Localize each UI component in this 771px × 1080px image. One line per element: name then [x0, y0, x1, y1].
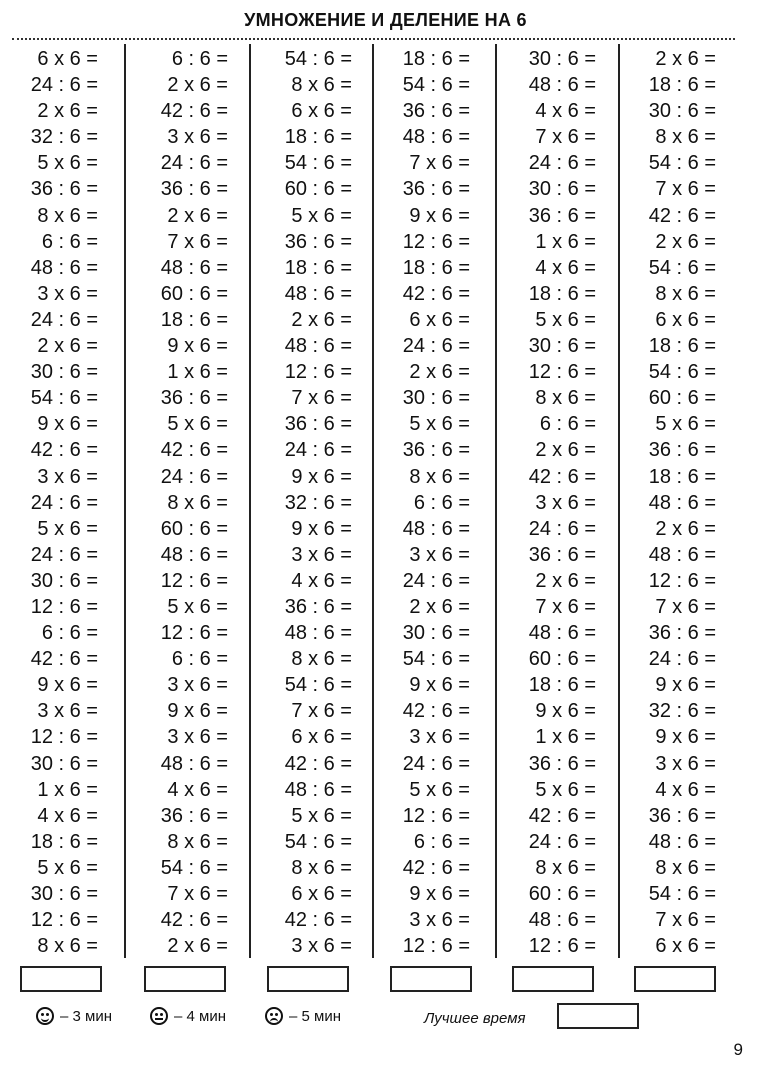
exercise-item: 6 x 6 = — [291, 100, 352, 123]
exercise-item: 60 : 6 = — [528, 883, 596, 905]
exercise-item: 48 : 6 = — [160, 543, 228, 566]
exercise-item: 3 x 6 = — [409, 543, 470, 566]
exercise-item: 5 x 6 = — [167, 413, 228, 436]
exercise-item: 12 : 6 = — [528, 361, 596, 384]
exercise-item: 24 : 6 = — [30, 308, 98, 331]
exercise-item: 54 : 6 = — [284, 152, 352, 175]
exercise-item: 60 : 6 = — [160, 517, 228, 540]
exercise-item: 5 x 6 = — [37, 856, 98, 879]
exercise-item: 2 x 6 = — [655, 230, 716, 253]
exercise-item: 54 : 6 = — [30, 387, 98, 410]
exercise-item: 60 : 6 = — [160, 282, 228, 305]
exercise-item: 18 : 6 = — [528, 282, 596, 305]
exercise-item: 30 : 6 = — [30, 752, 98, 775]
exercise-item: 4 x 6 = — [167, 778, 228, 801]
exercise-item: 3 x 6 = — [291, 935, 352, 958]
exercise-item: 48 : 6 = — [528, 74, 596, 97]
exercise-item: 5 x 6 = — [291, 204, 352, 227]
exercise-item: 12 : 6 = — [30, 595, 98, 618]
exercise-item: 1 x 6 = — [535, 726, 596, 749]
exercise-item: 24 : 6 = — [160, 465, 228, 488]
exercise-item: 4 x 6 = — [291, 569, 352, 592]
exercise-item: 18 : 6 = — [160, 308, 228, 331]
exercise-item: 48 : 6 = — [402, 517, 470, 540]
exercise-item: 18 : 6 = — [402, 48, 470, 70]
exercise-item: 36 : 6 = — [528, 752, 596, 775]
exercise-item: 30 : 6 = — [402, 622, 470, 645]
exercise-item: 6 : 6 = — [41, 622, 98, 645]
exercise-item: 3 x 6 = — [37, 465, 98, 488]
exercise-item: 4 x 6 = — [535, 256, 596, 279]
exercise-item: 6 : 6 = — [413, 830, 470, 853]
exercise-item: 5 x 6 = — [37, 517, 98, 540]
exercise-item: 9 x 6 = — [291, 517, 352, 540]
exercise-item: 2 x 6 = — [535, 439, 596, 462]
exercise-item: 36 : 6 = — [528, 204, 596, 227]
exercise-item: 30 : 6 = — [30, 883, 98, 905]
exercise-item: 24 : 6 = — [648, 648, 716, 671]
exercise-item: 36 : 6 = — [284, 413, 352, 436]
exercise-item: 36 : 6 = — [160, 804, 228, 827]
column-separator — [372, 44, 374, 958]
exercise-item: 36 : 6 = — [30, 178, 98, 201]
exercise-item: 8 x 6 = — [167, 830, 228, 853]
exercise-item: 8 x 6 = — [291, 648, 352, 671]
exercise-item: 6 : 6 = — [171, 48, 228, 70]
page-title: УМНОЖЕНИЕ И ДЕЛЕНИЕ НА 6 — [244, 10, 527, 30]
column-separator — [249, 44, 251, 958]
exercise-item: 42 : 6 = — [648, 204, 716, 227]
exercise-item: 12 : 6 = — [528, 935, 596, 958]
exercise-item: 2 x 6 = — [167, 74, 228, 97]
exercise-item: 6 : 6 = — [539, 413, 596, 436]
exercise-item: 3 x 6 = — [167, 726, 228, 749]
exercise-item: 2 x 6 = — [37, 335, 98, 358]
exercise-item: 24 : 6 = — [30, 74, 98, 97]
exercise-item: 36 : 6 = — [284, 230, 352, 253]
exercise-item: 30 : 6 = — [402, 387, 470, 410]
smiley-neutral-icon — [150, 1007, 168, 1025]
exercise-item: 6 : 6 = — [413, 491, 470, 514]
exercise-item: 8 x 6 = — [655, 282, 716, 305]
exercise-item: 18 : 6 = — [648, 335, 716, 358]
exercise-item: 60 : 6 = — [284, 178, 352, 201]
exercise-item: 3 x 6 = — [37, 282, 98, 305]
exercise-item: 4 x 6 = — [655, 778, 716, 801]
exercise-column-1 — [10, 46, 98, 959]
dotted-divider — [12, 38, 735, 40]
exercise-item: 9 x 6 = — [409, 674, 470, 697]
exercise-item: 6 x 6 = — [291, 883, 352, 905]
exercise-item: 36 : 6 = — [528, 543, 596, 566]
exercise-item: 6 x 6 = — [291, 726, 352, 749]
legend-neutral — [150, 1007, 226, 1025]
exercise-item: 18 : 6 = — [648, 465, 716, 488]
exercise-item: 6 : 6 = — [171, 648, 228, 671]
exercise-item: 12 : 6 = — [160, 569, 228, 592]
exercise-item: 24 : 6 = — [402, 335, 470, 358]
exercise-item: 24 : 6 = — [30, 491, 98, 514]
exercise-item: 48 : 6 = — [648, 543, 716, 566]
exercise-item: 7 x 6 = — [535, 126, 596, 149]
exercise-item: 6 : 6 = — [41, 230, 98, 253]
exercise-item: 8 x 6 = — [37, 935, 98, 958]
exercise-item: 12 : 6 = — [402, 804, 470, 827]
exercise-item: 5 x 6 = — [37, 152, 98, 175]
exercise-item: 54 : 6 = — [402, 648, 470, 671]
exercise-item: 42 : 6 = — [402, 700, 470, 723]
exercise-item: 54 : 6 = — [284, 48, 352, 70]
exercise-item: 42 : 6 = — [528, 465, 596, 488]
exercise-item: 48 : 6 = — [528, 909, 596, 932]
exercise-item: 32 : 6 = — [648, 700, 716, 723]
exercise-item: 9 x 6 = — [37, 413, 98, 436]
exercise-item: 9 x 6 = — [535, 700, 596, 723]
time-box-1[interactable] — [20, 966, 102, 992]
exercise-item: 36 : 6 = — [648, 622, 716, 645]
exercise-item: 30 : 6 = — [648, 100, 716, 123]
exercise-item: 42 : 6 = — [30, 648, 98, 671]
exercise-item: 48 : 6 = — [284, 282, 352, 305]
exercise-item: 9 x 6 = — [167, 700, 228, 723]
column-separator — [124, 44, 126, 958]
exercise-item: 24 : 6 = — [402, 569, 470, 592]
exercise-item: 42 : 6 = — [528, 804, 596, 827]
exercise-item: 5 x 6 = — [535, 308, 596, 331]
exercise-column-3 — [255, 46, 352, 959]
exercise-item: 42 : 6 = — [284, 752, 352, 775]
exercise-item: 1 x 6 = — [167, 361, 228, 384]
exercise-item: 36 : 6 = — [160, 387, 228, 410]
exercise-item: 1 x 6 = — [535, 230, 596, 253]
exercise-item: 18 : 6 = — [528, 674, 596, 697]
exercise-item: 60 : 6 = — [528, 648, 596, 671]
exercise-item: 5 x 6 = — [535, 778, 596, 801]
exercise-item: 6 x 6 = — [37, 48, 98, 70]
exercise-item: 12 : 6 = — [30, 909, 98, 932]
exercise-item: 9 x 6 = — [167, 335, 228, 358]
exercise-item: 3 x 6 = — [409, 909, 470, 932]
exercise-item: 12 : 6 = — [402, 935, 470, 958]
exercise-item: 7 x 6 = — [167, 230, 228, 253]
exercise-item: 48 : 6 = — [648, 830, 716, 853]
exercise-item: 42 : 6 = — [402, 856, 470, 879]
exercise-item: 5 x 6 = — [655, 413, 716, 436]
legend-sad-label: – 5 мин — [289, 1007, 341, 1025]
exercise-item: 8 x 6 = — [535, 387, 596, 410]
exercise-item: 42 : 6 = — [402, 282, 470, 305]
exercise-item: 9 x 6 = — [655, 674, 716, 697]
page-number: 9 — [733, 1040, 743, 1059]
exercise-item: 7 x 6 = — [167, 883, 228, 905]
exercise-item: 9 x 6 = — [409, 204, 470, 227]
exercise-column-6 — [622, 46, 716, 959]
exercise-item: 42 : 6 = — [284, 909, 352, 932]
exercise-item: 48 : 6 = — [284, 778, 352, 801]
exercise-item: 8 x 6 = — [655, 856, 716, 879]
exercise-item: 5 x 6 = — [167, 595, 228, 618]
exercise-item: 48 : 6 = — [160, 256, 228, 279]
exercise-item: 3 x 6 = — [655, 752, 716, 775]
exercise-item: 54 : 6 = — [648, 361, 716, 384]
exercise-item: 42 : 6 = — [160, 100, 228, 123]
exercise-item: 8 x 6 = — [535, 856, 596, 879]
exercise-item: 36 : 6 = — [648, 804, 716, 827]
exercise-item: 48 : 6 = — [160, 752, 228, 775]
exercise-item: 54 : 6 = — [284, 830, 352, 853]
exercise-item: 12 : 6 = — [648, 569, 716, 592]
exercise-item: 7 x 6 = — [409, 152, 470, 175]
exercise-item: 32 : 6 = — [30, 126, 98, 149]
exercise-item: 30 : 6 = — [528, 48, 596, 70]
exercise-item: 54 : 6 = — [402, 74, 470, 97]
exercise-item: 48 : 6 = — [284, 622, 352, 645]
exercise-item: 42 : 6 = — [30, 439, 98, 462]
exercise-item: 8 x 6 = — [291, 856, 352, 879]
exercise-item: 18 : 6 = — [402, 256, 470, 279]
exercise-item: 12 : 6 = — [284, 361, 352, 384]
exercise-item: 3 x 6 = — [37, 700, 98, 723]
exercise-item: 9 x 6 = — [37, 674, 98, 697]
time-box-3[interactable] — [267, 966, 349, 992]
exercise-item: 12 : 6 = — [402, 230, 470, 253]
exercise-item: 36 : 6 = — [402, 178, 470, 201]
exercise-item: 12 : 6 = — [30, 726, 98, 749]
exercise-item: 36 : 6 = — [402, 100, 470, 123]
exercise-item: 54 : 6 = — [284, 674, 352, 697]
exercise-item: 7 x 6 = — [655, 178, 716, 201]
exercise-item: 36 : 6 = — [402, 439, 470, 462]
legend-sad — [265, 1007, 341, 1025]
exercise-item: 8 x 6 = — [291, 74, 352, 97]
exercise-item: 30 : 6 = — [528, 335, 596, 358]
best-time-box[interactable] — [557, 1003, 639, 1029]
exercise-item: 54 : 6 = — [648, 256, 716, 279]
exercise-item: 48 : 6 = — [402, 126, 470, 149]
exercise-item: 12 : 6 = — [160, 622, 228, 645]
exercise-column-4 — [378, 46, 470, 959]
exercise-item: 24 : 6 = — [528, 517, 596, 540]
column-separator — [495, 44, 497, 958]
smiley-happy-icon — [36, 1007, 54, 1025]
column-separator — [618, 44, 620, 958]
exercise-item: 36 : 6 = — [648, 439, 716, 462]
exercise-item: 18 : 6 = — [284, 256, 352, 279]
exercise-item: 7 x 6 = — [291, 700, 352, 723]
exercise-item: 5 x 6 = — [291, 804, 352, 827]
time-box-5[interactable] — [512, 966, 594, 992]
exercise-item: 42 : 6 = — [160, 909, 228, 932]
exercise-item: 6 x 6 = — [409, 308, 470, 331]
exercise-item: 7 x 6 = — [655, 909, 716, 932]
time-box-4[interactable] — [390, 966, 472, 992]
exercise-item: 18 : 6 = — [648, 74, 716, 97]
exercise-item: 4 x 6 = — [535, 100, 596, 123]
exercise-item: 54 : 6 = — [160, 856, 228, 879]
exercise-item: 8 x 6 = — [409, 465, 470, 488]
exercise-item: 2 x 6 = — [409, 595, 470, 618]
exercise-item: 3 x 6 = — [409, 726, 470, 749]
exercise-item: 8 x 6 = — [655, 126, 716, 149]
exercise-item: 3 x 6 = — [291, 543, 352, 566]
exercise-item: 3 x 6 = — [167, 126, 228, 149]
exercise-item: 6 x 6 = — [655, 308, 716, 331]
best-time-label: Лучшее время — [424, 1010, 526, 1027]
exercise-item: 36 : 6 = — [160, 178, 228, 201]
legend-happy — [36, 1007, 112, 1025]
exercise-item: 7 x 6 = — [291, 387, 352, 410]
exercise-item: 2 x 6 = — [167, 935, 228, 958]
exercise-item: 48 : 6 = — [284, 335, 352, 358]
exercise-item: 9 x 6 = — [291, 465, 352, 488]
exercise-item: 36 : 6 = — [284, 595, 352, 618]
legend-happy-label: – 3 мин — [60, 1007, 112, 1025]
exercise-item: 30 : 6 = — [30, 569, 98, 592]
exercise-item: 18 : 6 = — [284, 126, 352, 149]
legend-neutral-label: – 4 мин — [174, 1007, 226, 1025]
exercise-column-5 — [500, 46, 596, 959]
exercise-item: 30 : 6 = — [528, 178, 596, 201]
exercise-item: 24 : 6 = — [528, 152, 596, 175]
exercise-item: 24 : 6 = — [402, 752, 470, 775]
exercise-item: 3 x 6 = — [167, 674, 228, 697]
exercise-item: 2 x 6 = — [291, 308, 352, 331]
exercise-item: 30 : 6 = — [30, 361, 98, 384]
exercise-item: 48 : 6 = — [528, 622, 596, 645]
exercise-item: 2 x 6 = — [167, 204, 228, 227]
exercise-item: 24 : 6 = — [528, 830, 596, 853]
exercise-item: 48 : 6 = — [30, 256, 98, 279]
exercise-item: 9 x 6 = — [409, 883, 470, 905]
exercise-item: 8 x 6 = — [37, 204, 98, 227]
exercise-item: 2 x 6 = — [655, 517, 716, 540]
exercise-item: 32 : 6 = — [284, 491, 352, 514]
smiley-sad-icon — [265, 1007, 283, 1025]
exercise-item: 2 x 6 = — [409, 361, 470, 384]
exercise-item: 5 x 6 = — [409, 413, 470, 436]
exercise-item: 8 x 6 = — [167, 491, 228, 514]
exercise-item: 60 : 6 = — [648, 387, 716, 410]
exercise-item: 6 x 6 = — [655, 935, 716, 958]
exercise-item: 2 x 6 = — [37, 100, 98, 123]
exercise-item: 24 : 6 = — [160, 152, 228, 175]
exercise-item: 3 x 6 = — [535, 491, 596, 514]
exercise-item: 5 x 6 = — [409, 778, 470, 801]
exercise-item: 24 : 6 = — [284, 439, 352, 462]
exercise-item: 24 : 6 = — [30, 543, 98, 566]
exercise-column-2 — [133, 46, 228, 959]
exercise-item: 1 x 6 = — [37, 778, 98, 801]
exercise-item: 54 : 6 = — [648, 883, 716, 905]
exercise-item: 2 x 6 = — [535, 569, 596, 592]
exercise-item: 48 : 6 = — [648, 491, 716, 514]
exercise-item: 9 x 6 = — [655, 726, 716, 749]
exercise-item: 4 x 6 = — [37, 804, 98, 827]
exercise-item: 2 x 6 = — [655, 48, 716, 70]
time-box-2[interactable] — [144, 966, 226, 992]
exercise-item: 7 x 6 = — [535, 595, 596, 618]
exercise-item: 42 : 6 = — [160, 439, 228, 462]
exercise-item: 7 x 6 = — [655, 595, 716, 618]
exercise-item: 54 : 6 = — [648, 152, 716, 175]
time-box-6[interactable] — [634, 966, 716, 992]
exercise-item: 18 : 6 = — [30, 830, 98, 853]
